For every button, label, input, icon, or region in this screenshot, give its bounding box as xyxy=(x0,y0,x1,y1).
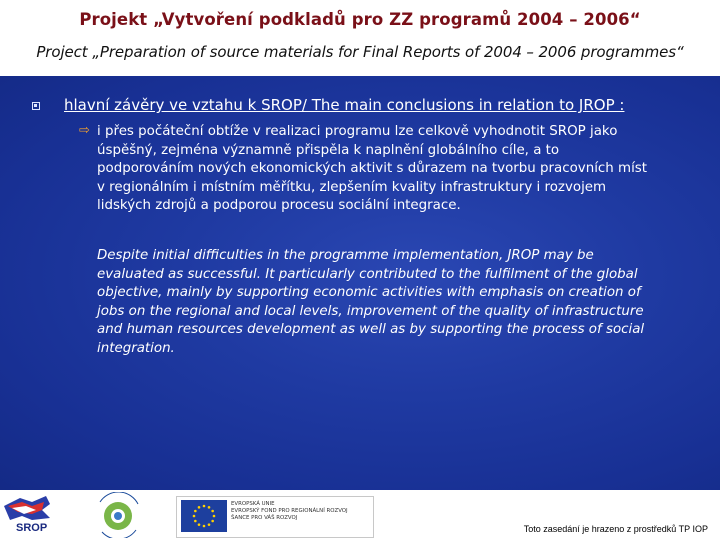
eu-star xyxy=(193,515,196,518)
eu-star xyxy=(211,520,214,523)
eu-star xyxy=(203,525,206,528)
title-czech: Projekt „Vytvoření podkladů pro ZZ programů 2004 – 2006“ xyxy=(79,10,641,29)
eu-line: EVROPSKÁ UNIE xyxy=(231,501,275,507)
content-area xyxy=(0,76,720,490)
text-line: jobs on the regional and local levels, improvement of the quality of infrastructure xyxy=(97,303,644,319)
main-point: hlavní závěry ve vztahu k SROP/ The main conclusions in relation to JROP : xyxy=(64,96,625,114)
text-line: objective, mainly by supporting economic activities with emphasis on creation of xyxy=(97,285,641,301)
sub-point-czech xyxy=(97,123,687,216)
slide-footer xyxy=(0,490,720,540)
title-english: Project „Preparation of source materials for Final Reports of 2004 – 2006 programmes“ xyxy=(36,43,684,61)
eu-star xyxy=(213,515,216,518)
arrow-bullet-icon: ⇨ xyxy=(79,123,90,138)
text-line: lidských zdrojů a podporou procesu sociální integrace. xyxy=(97,198,461,214)
srop-logo xyxy=(2,492,54,538)
text-line: and human resources development as well as by supporting the process of social xyxy=(97,322,645,338)
text-line: úspěšný, zejména významně přispěla k naplnění globálního cíle, a to xyxy=(97,142,560,158)
eu-star xyxy=(208,523,211,526)
eu-star xyxy=(211,510,214,513)
text-line: Despite initial difficulties in the programme implementation, JROP may be xyxy=(97,248,594,263)
eu-star xyxy=(203,505,206,508)
square-bullet-icon xyxy=(32,102,42,112)
eu-star xyxy=(208,506,211,509)
text-line: integration. xyxy=(97,340,175,356)
ministry-logo xyxy=(80,492,144,538)
ministry-emblem-icon xyxy=(80,492,144,538)
text-line: v regionálním i místním měřítku, zlepšením kvality infrastruktury i rozvojem xyxy=(97,179,607,195)
funding-note: Toto zasedání je hrazeno z prostředků TP IOP xyxy=(523,524,708,534)
text-line: evaluated as successful. It particularly contributed to the fulfilment of the global xyxy=(97,266,638,282)
slide-header xyxy=(0,0,720,76)
eu-text xyxy=(231,501,371,522)
eu-line: ŠANCE PRO VÁŠ ROZVOJ xyxy=(231,515,298,521)
eu-funding-block xyxy=(176,496,374,538)
eu-star xyxy=(194,520,197,523)
text-line: podporováním nových ekonomických aktivit s důrazem na tvorbu pracovních míst xyxy=(97,161,648,177)
text-line: i přes počáteční obtíže v realizaci programu lze celkově vyhodnotit SROP jako xyxy=(97,124,618,139)
srop-logo-text: SROP xyxy=(16,522,48,534)
sub-point-english xyxy=(97,247,687,359)
eu-star xyxy=(198,523,201,526)
eu-flag-icon xyxy=(181,500,227,532)
eu-line: EVROPSKÝ FOND PRO REGIONÁLNÍ ROZVOJ xyxy=(231,508,348,514)
eu-star xyxy=(198,506,201,509)
eu-star xyxy=(194,510,197,513)
